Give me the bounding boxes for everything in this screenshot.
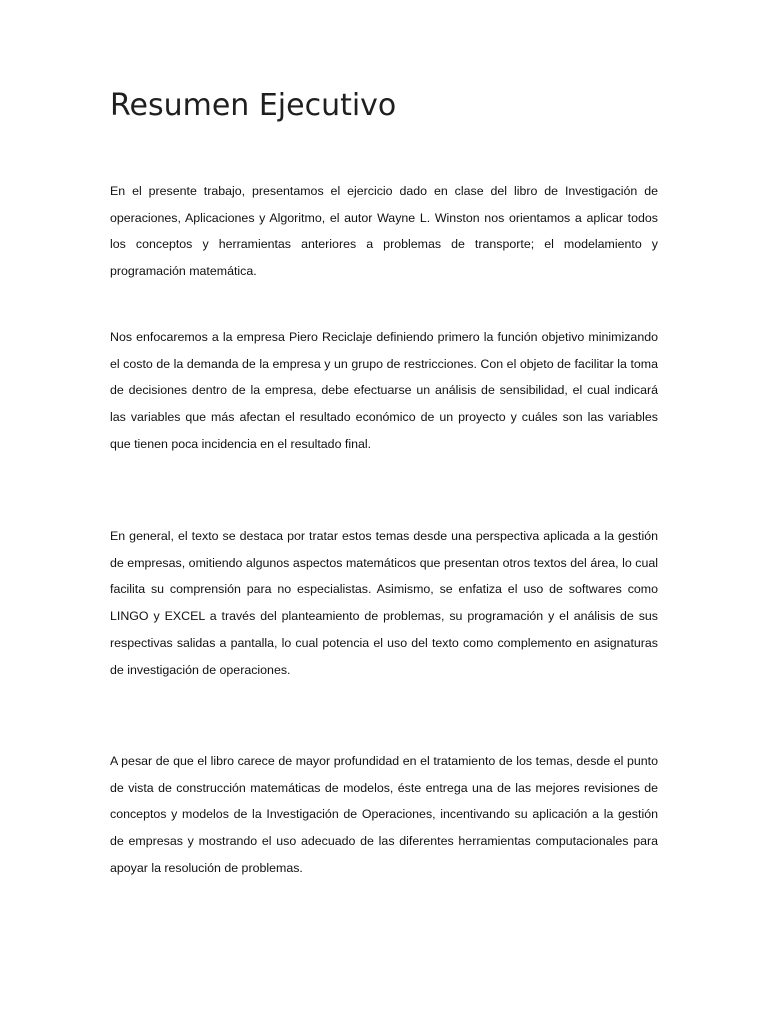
paragraph-general-approach: En general, el texto se destaca por tratar estos temas desde una perspectiva aplicada a la gestión de empresas, omitiendo algunos aspectos matemáticos que presentan otros textos del área, lo cual facilita su comprensión para no especialistas. Asimismo, se enfatiza el uso de softwares como LINGO y EXCEL a través del planteamiento de problemas, su programación y el análisis de sus respectivas salidas a pantalla, lo cual potencia el uso del texto como complemento en asignaturas de investigación de operaciones. [110, 529, 658, 677]
paragraph-introduction: En el presente trabajo, presentamos el ejercicio dado en clase del libro de Investigación de operaciones, Aplicaciones y Algoritmo, el autor Wayne L. Winston nos orientamos a aplicar todos los conceptos y herramientas anteriores a problemas de transporte; el modelamiento y programación matemática. [110, 184, 658, 279]
page-title: Resumen Ejecutivo [110, 88, 397, 123]
paragraph-company-focus: Nos enfocaremos a la empresa Piero Reciclaje definiendo primero la función objetivo minimizando el costo de la demanda de la empresa y un grupo de restricciones. Con el objeto de facilitar la toma de decisiones dentro de la empresa, debe efectuarse un análisis de sensibilidad, el cual indicará las variables que más afectan el resultado económico de un proyecto y cuáles son las variables que tienen poca incidencia en el resultado final. [110, 330, 658, 451]
paragraph-conclusion: A pesar de que el libro carece de mayor profundidad en el tratamiento de los temas, desde el punto de vista de construcción matemáticas de modelos, éste entrega una de las mejores revisiones de conceptos y modelos de la Investigación de Operaciones, incentivando su aplicación a la gestión de empresas y mostrando el uso adecuado de las diferentes herramientas computacionales para apoyar la resolución de problemas. [110, 754, 658, 875]
